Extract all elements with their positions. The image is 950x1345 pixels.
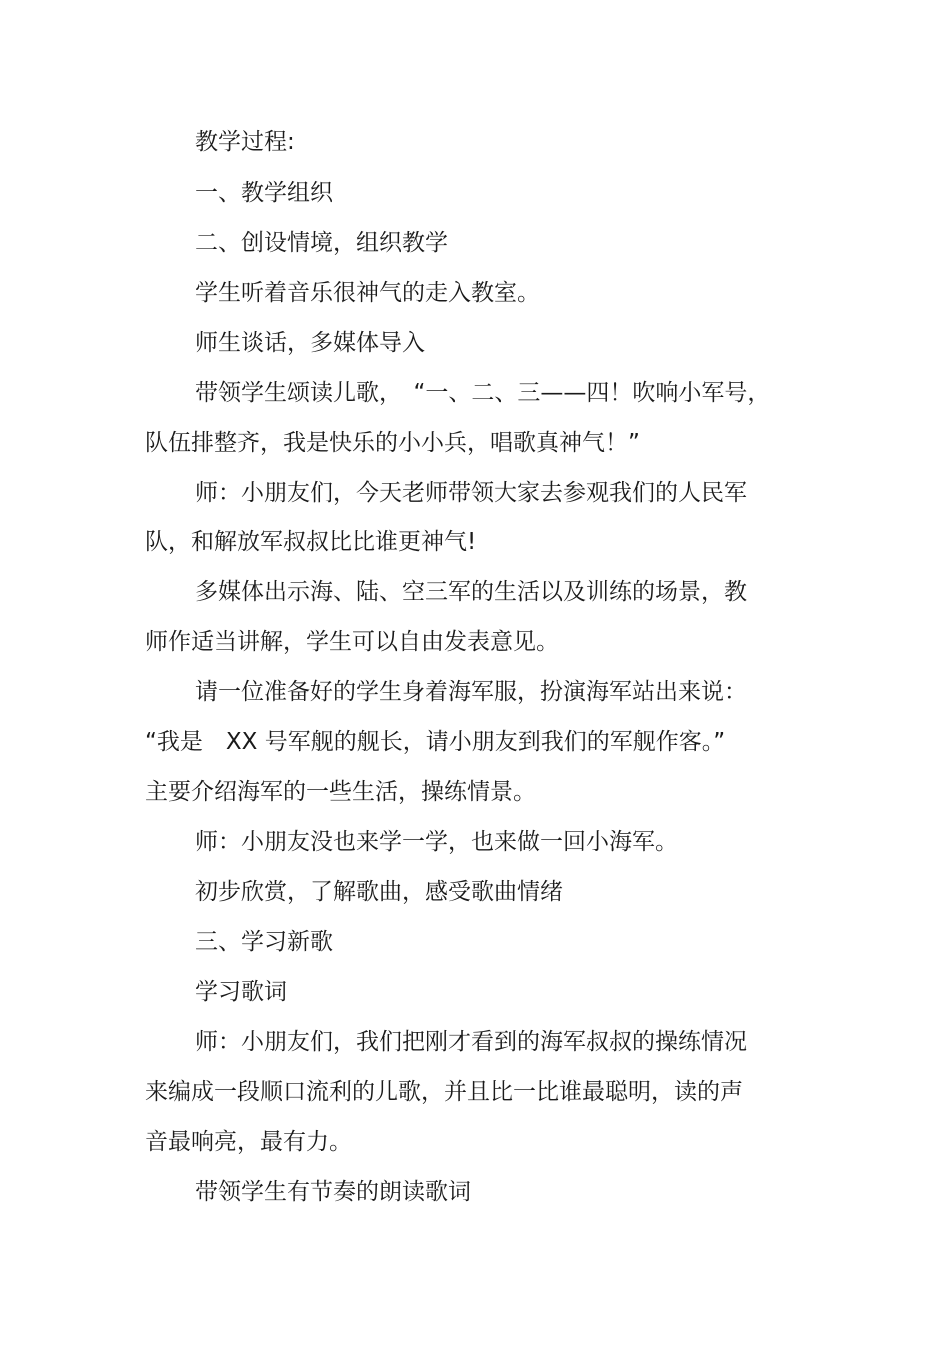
paragraph-line: 三、学习新歌: [195, 929, 333, 955]
paragraph-line: 队，和解放军叔叔比比谁更神气!: [145, 529, 477, 555]
paragraph-line: 二、创设情境，组织教学: [195, 230, 448, 256]
paragraph-line: 师：小朋友们，我们把刚才看到的海军叔叔的操练情况: [195, 1029, 747, 1055]
paragraph-line: 一、教学组织: [195, 180, 333, 206]
paragraph-line: 学生听着音乐很神气的走入教室。: [195, 280, 540, 306]
paragraph-line: 带领学生颂读儿歌， “一、二、三——四！吹响小军号，: [195, 380, 771, 406]
paragraph-line: 师：小朋友们，今天老师带领大家去参观我们的人民军: [195, 480, 747, 506]
paragraph-line: 来编成一段顺口流利的儿歌，并且比一比谁最聪明，读的声: [145, 1079, 743, 1105]
paragraph-line: 主要介绍海军的一些生活，操练情景。: [145, 779, 536, 805]
paragraph-line: 师作适当讲解，学生可以自由发表意见。: [145, 629, 559, 655]
paragraph-line: 师：小朋友没也来学一学，也来做一回小海军。: [195, 829, 678, 855]
paragraph-line: 带领学生有节奏的朗读歌词: [195, 1179, 471, 1205]
paragraph-line: 教学过程:: [195, 129, 295, 155]
paragraph-line: 音最响亮，最有力。: [145, 1129, 352, 1155]
paragraph-line: 师生谈话，多媒体导入: [195, 330, 425, 356]
paragraph-line: 多媒体出示海、陆、空三军的生活以及训练的场景，教: [195, 579, 747, 605]
paragraph-line: 请一位准备好的学生身着海军服，扮演海军站出来说：: [195, 679, 747, 705]
paragraph-line: 队伍排整齐，我是快乐的小小兵，唱歌真神气！”: [145, 430, 640, 456]
paragraph-line: “我是 XX 号军舰的舰长，请小朋友到我们的军舰作客。”: [145, 729, 726, 755]
paragraph-line: 初步欣赏，了解歌曲，感受歌曲情绪: [195, 879, 563, 905]
paragraph-line: 学习歌词: [195, 979, 287, 1005]
